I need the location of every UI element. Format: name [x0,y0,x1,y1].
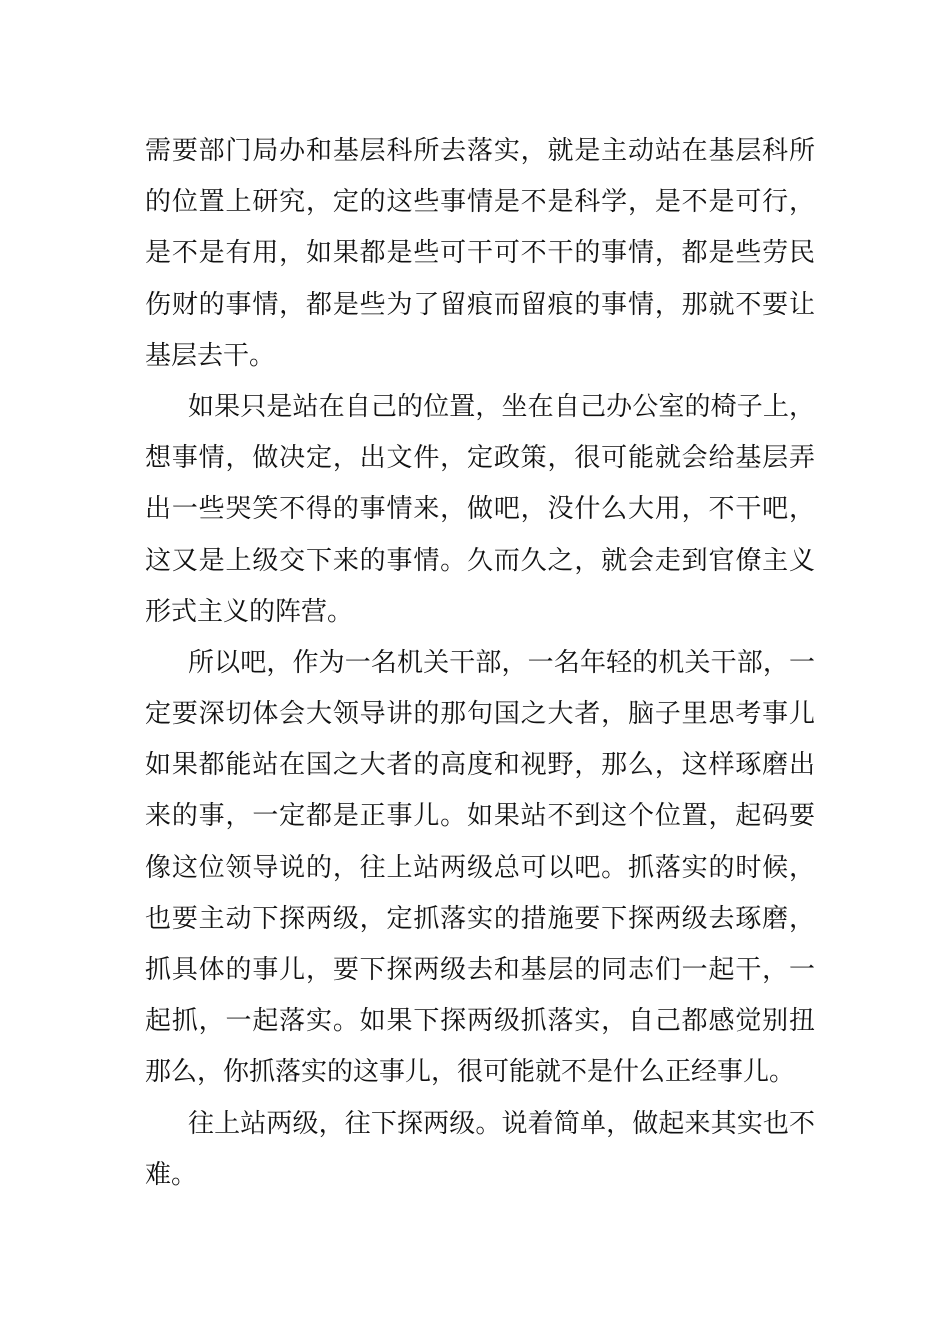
text-line: 是不是有用，如果都是些可干可不干的事情，都是些劳民 [145,238,815,269]
text-line: 定要深切体会大领导讲的那句国之大者，脑子里思考事儿 [145,699,815,730]
text-line: 像这位领导说的，往上站两级总可以吧。抓落实的时候， [145,852,815,883]
text-line: 也要主动下探两级，定抓落实的措施要下探两级去琢磨， [145,903,815,934]
text-line: 想事情，做决定，出文件，定政策，很可能就会给基层弄 [145,443,815,474]
text-line: 所以吧，作为一名机关干部，一名年轻的机关干部，一 [188,647,815,678]
text-line: 往上站两级，往下探两级。说着简单，做起来其实也不 [188,1108,815,1139]
text-line: 这又是上级交下来的事情。久而久之，就会走到官僚主义 [145,545,815,576]
text-line: 需要部门局办和基层科所去落实，就是主动站在基层科所 [145,136,815,166]
text-line: 的位置上研究，定的这些事情是不是科学，是不是可行， [145,187,815,218]
text-line: 如果只是站在自己的位置，坐在自己办公室的椅子上， [188,391,815,422]
text-line: 出一些哭笑不得的事情来，做吧，没什么大用，不干吧， [145,494,815,525]
text-line: 那么，你抓落实的这事儿，很可能就不是什么正经事儿。 [145,1057,796,1088]
text-line: 来的事，一定都是正事儿。如果站不到这个位置，起码要 [145,801,815,832]
body-text [145,126,815,1201]
text-line: 起抓，一起落实。如果下探两级抓落实，自己都感觉别扭 [145,1006,815,1037]
text-line: 基层去干。 [145,340,276,371]
text-line: 如果都能站在国之大者的高度和视野，那么，这样琢磨出 [145,750,815,781]
text-line: 抓具体的事儿，要下探两级去和基层的同志们一起干，一 [145,955,815,985]
text-line: 难。 [145,1159,198,1190]
text-line: 伤财的事情，都是些为了留痕而留痕的事情，那就不要让 [145,289,815,320]
text-line: 形式主义的阵营。 [145,596,354,627]
